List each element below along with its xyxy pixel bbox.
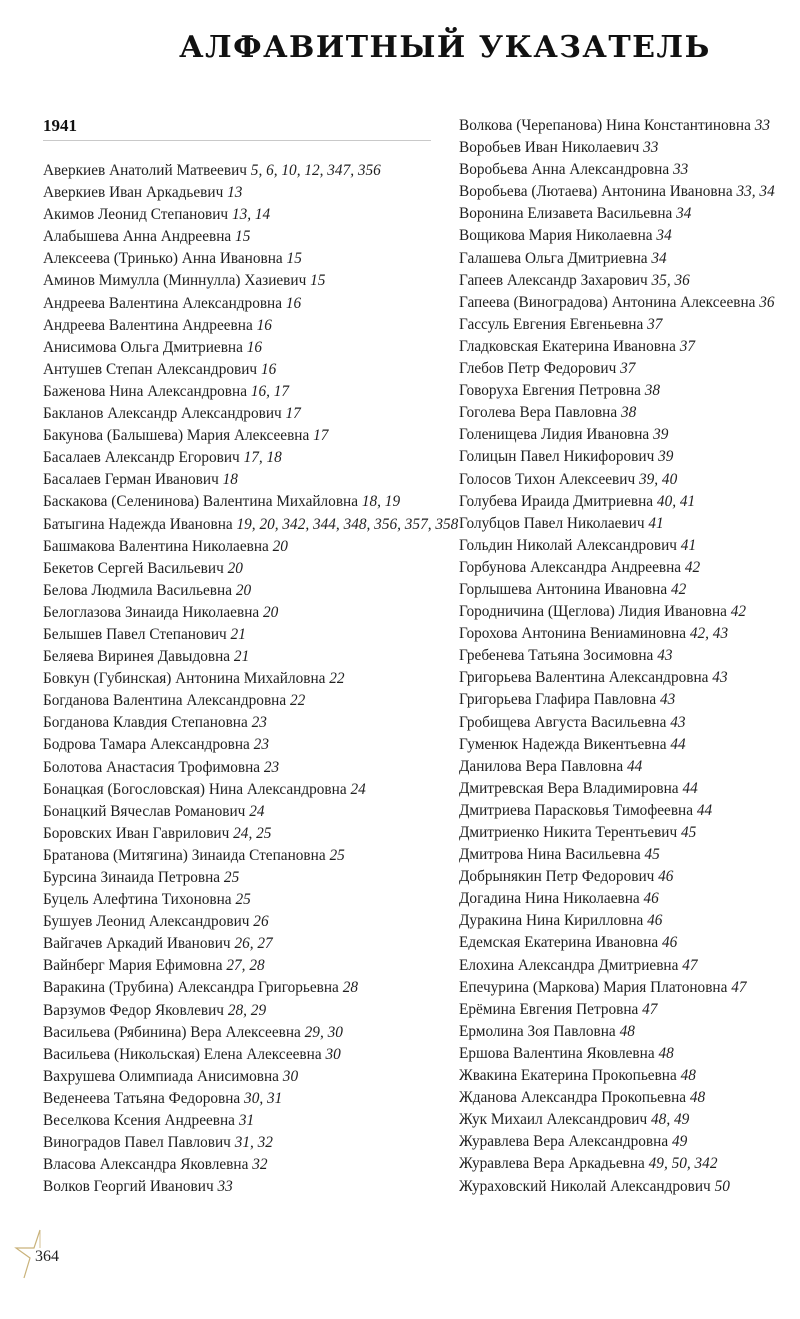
- entry-name: Веденеева Татьяна Федоровна: [43, 1089, 241, 1107]
- index-entry: [459, 689, 775, 711]
- entry-name: Варакина (Трубина) Александра Григорьевна: [43, 979, 339, 997]
- index-entry: [459, 358, 775, 380]
- index-entry: [43, 867, 458, 889]
- entry-pages: 38: [620, 404, 637, 422]
- entry-pages: 26, 27: [234, 935, 273, 953]
- index-entry: [459, 645, 775, 667]
- entry-pages: 34: [656, 227, 672, 245]
- entry-name: Едемская Екатерина Ивановна: [459, 934, 659, 952]
- entry-pages: 24: [350, 780, 366, 798]
- index-entry: [459, 270, 775, 292]
- entry-pages: 41: [680, 536, 697, 554]
- index-column-left: [43, 160, 458, 1198]
- index-entry: [459, 491, 775, 513]
- entry-pages: 28, 29: [227, 1001, 267, 1019]
- entry-name: Буцель Алефтина Тихоновна: [43, 891, 232, 909]
- index-entry: [459, 955, 775, 977]
- entry-name: Воробьева Анна Александровна: [459, 161, 670, 179]
- entry-pages: 44: [696, 801, 713, 819]
- entry-pages: 25: [329, 846, 345, 864]
- index-entry: [459, 402, 775, 424]
- entry-pages: 16: [246, 338, 263, 356]
- index-entry: [43, 469, 458, 491]
- index-entry: [43, 845, 458, 867]
- index-entry: [43, 889, 458, 911]
- index-entry: [43, 381, 458, 403]
- entry-pages: 31: [238, 1112, 255, 1130]
- entry-pages: 43: [712, 669, 728, 687]
- index-entry: [459, 734, 775, 756]
- entry-name: Бовкун (Губинская) Антонина Михайловна: [43, 670, 326, 688]
- index-entry: [459, 601, 775, 623]
- entry-pages: 47: [731, 978, 747, 996]
- entry-pages: 24, 25: [233, 824, 272, 842]
- entry-pages: 43: [659, 691, 676, 709]
- entry-pages: 42: [730, 603, 747, 621]
- index-entry: [43, 801, 458, 823]
- entry-name: Болотова Анастасия Трофимовна: [43, 758, 261, 776]
- index-entry: [459, 756, 775, 778]
- entry-pages: 46: [658, 868, 674, 886]
- index-entry: [459, 623, 775, 645]
- index-column-right: [459, 115, 775, 1198]
- index-entry: [43, 1154, 458, 1176]
- entry-pages: 43: [670, 713, 686, 731]
- entry-pages: 45: [644, 846, 660, 864]
- entry-pages: 48: [658, 1044, 674, 1062]
- entry-pages: 35, 36: [651, 271, 690, 289]
- index-entry: [459, 1087, 775, 1109]
- entry-name: Дмитревская Вера Владимировна: [459, 779, 679, 797]
- entry-pages: 33: [672, 161, 689, 179]
- index-entry: [459, 1043, 775, 1065]
- index-entry: [43, 204, 458, 226]
- entry-pages: 47: [642, 1000, 658, 1018]
- index-entry: [459, 535, 775, 557]
- entry-name: Богданова Клавдия Степановна: [43, 714, 248, 732]
- index-entry: [43, 602, 458, 624]
- entry-pages: 44: [626, 757, 643, 775]
- index-entry: [459, 1131, 775, 1153]
- index-entry: [459, 977, 775, 999]
- entry-pages: 19, 20, 342, 344, 348, 356, 357, 358: [236, 515, 459, 533]
- index-entry: [459, 822, 775, 844]
- entry-name: Горохова Антонина Вениаминовна: [459, 625, 687, 643]
- entry-name: Белова Людмила Васильевна: [43, 581, 232, 599]
- entry-name: Гапеева (Виноградова) Антонина Алексеевна: [459, 293, 756, 311]
- entry-pages: 39: [653, 426, 669, 444]
- entry-pages: 33: [217, 1178, 233, 1196]
- entry-name: Басалаев Александр Егорович: [43, 449, 240, 467]
- entry-name: Дуракина Нина Кирилловна: [459, 912, 644, 930]
- entry-pages: 16: [256, 316, 272, 334]
- index-entry: [459, 446, 775, 468]
- entry-pages: 37: [679, 337, 696, 355]
- entry-pages: 18, 19: [361, 493, 401, 511]
- index-entry: [459, 314, 775, 336]
- entry-pages: 34: [676, 205, 692, 223]
- index-entry: [43, 182, 458, 204]
- entry-name: Гладковская Екатерина Ивановна: [459, 337, 676, 355]
- entry-name: Аверкиев Анатолий Матвеевич: [43, 162, 247, 179]
- entry-pages: 50: [714, 1177, 730, 1195]
- entry-pages: 18: [222, 471, 238, 489]
- index-entry: [43, 315, 458, 337]
- entry-pages: 24: [249, 802, 265, 820]
- entry-name: Вахрушева Олимпиада Анисимовна: [43, 1067, 279, 1085]
- index-entry: [43, 712, 458, 734]
- entry-pages: 46: [647, 912, 663, 930]
- index-entry: [43, 1044, 458, 1066]
- entry-pages: 22: [329, 670, 345, 688]
- index-entry: [43, 933, 458, 955]
- index-entry: [43, 955, 458, 977]
- index-entry: [459, 778, 775, 800]
- entry-pages: 39, 40: [638, 470, 678, 488]
- index-entry: [43, 779, 458, 801]
- entry-name: Бонацкий Вячеслав Романович: [43, 802, 246, 820]
- entry-name: Гассуль Евгения Евгеньевна: [459, 315, 644, 333]
- entry-pages: 25: [223, 869, 240, 886]
- entry-name: Баженова Нина Александровна: [43, 382, 247, 400]
- index-entry: [459, 1021, 775, 1043]
- entry-name: Гольдин Николай Александрович: [459, 536, 677, 554]
- entry-name: Волков Георгий Иванович: [43, 1178, 214, 1196]
- entry-name: Гоголева Вера Павловна: [459, 404, 618, 422]
- entry-name: Андреева Валентина Александровна: [43, 294, 283, 312]
- entry-pages: 44: [670, 735, 686, 753]
- entry-name: Ермолина Зоя Павловна: [459, 1022, 616, 1040]
- entry-name: Бекетов Сергей Васильевич: [43, 559, 224, 577]
- entry-pages: 39: [658, 448, 674, 466]
- entry-pages: 27, 28: [226, 957, 265, 975]
- entry-name: Варзумов Федор Яковлевич: [43, 1001, 225, 1019]
- index-entry: [43, 558, 458, 580]
- index-entry: [459, 380, 775, 402]
- entry-pages: 21: [230, 625, 246, 643]
- index-entry: [43, 293, 458, 315]
- index-entry: [43, 270, 458, 292]
- entry-pages: 26: [253, 913, 269, 931]
- entry-pages: 25: [235, 891, 251, 909]
- entry-pages: 46: [643, 890, 659, 908]
- entry-pages: 13: [227, 184, 243, 202]
- index-entry: [459, 844, 775, 866]
- index-entry: [459, 579, 775, 601]
- index-entry: [459, 469, 775, 491]
- entry-pages: 34: [651, 249, 667, 267]
- index-entry: [43, 226, 458, 248]
- entry-name: Григорьева Валентина Александровна: [459, 669, 709, 687]
- entry-name: Жвакина Екатерина Прокопьевна: [459, 1067, 677, 1085]
- entry-name: Вайнберг Мария Ефимовна: [43, 957, 223, 975]
- entry-name: Дмитриенко Никита Терентьевич: [459, 824, 678, 841]
- entry-pages: 41: [648, 514, 664, 532]
- index-entry: [43, 823, 458, 845]
- entry-name: Горбунова Александра Андреевна: [459, 558, 682, 576]
- index-entry: [43, 491, 458, 513]
- entry-name: Жданова Александра Прокопьевна: [459, 1089, 687, 1107]
- entry-name: Богданова Валентина Александровна: [43, 692, 287, 710]
- entry-pages: 49, 50, 342: [648, 1155, 718, 1173]
- entry-name: Батыгина Надежда Ивановна: [43, 515, 233, 533]
- page-number: 364: [35, 1248, 59, 1265]
- entry-name: Дмитрова Нина Васильевна: [459, 846, 641, 864]
- entry-name: Акимов Леонид Степанович: [43, 206, 229, 224]
- entry-pages: 30: [325, 1045, 341, 1063]
- entry-name: Догадина Нина Николаевна: [459, 890, 640, 908]
- entry-name: Васильева (Никольская) Елена Алексеевна: [43, 1045, 322, 1063]
- entry-pages: 42: [670, 580, 687, 598]
- index-entry: [43, 580, 458, 602]
- index-entry: [43, 757, 458, 779]
- entry-pages: 46: [662, 934, 678, 952]
- index-entry: [43, 734, 458, 756]
- entry-name: Воробьева (Лютаева) Антонина Ивановна: [459, 183, 733, 201]
- entry-pages: 43: [657, 647, 673, 665]
- index-entry: [43, 1022, 458, 1044]
- index-entry: [459, 557, 775, 579]
- index-entry: [43, 668, 458, 690]
- entry-pages: 33, 34: [736, 183, 775, 201]
- entry-pages: 31, 32: [234, 1134, 273, 1152]
- entry-pages: 15: [310, 272, 326, 290]
- entry-name: Гапеев Александр Захарович: [459, 271, 648, 289]
- index-entry: [459, 712, 775, 734]
- entry-name: Андреева Валентина Андреевна: [43, 316, 253, 334]
- section-divider: [43, 140, 431, 141]
- entry-name: Горлышева Антонина Ивановна: [459, 580, 668, 598]
- index-entry: [43, 359, 458, 381]
- index-entry: [43, 1000, 458, 1022]
- index-entry: [459, 203, 775, 225]
- entry-name: Голицын Павел Никифорович: [459, 448, 655, 466]
- entry-name: Баскакова (Селенинова) Валентина Михайловна: [43, 493, 359, 511]
- entry-pages: 23: [253, 736, 269, 754]
- entry-name: Гребенева Татьяна Зосимовна: [459, 647, 654, 665]
- entry-name: Аверкиев Иван Аркадьевич: [43, 184, 224, 202]
- entry-name: Глебов Петр Федорович: [459, 360, 617, 378]
- index-entry: [43, 1066, 458, 1088]
- entry-name: Бурсина Зинаида Петровна: [43, 869, 221, 886]
- entry-pages: 36: [759, 293, 775, 311]
- entry-pages: 13, 14: [231, 206, 271, 224]
- entry-name: Журавлева Вера Александровна: [459, 1133, 669, 1151]
- entry-pages: 15: [235, 228, 251, 246]
- entry-name: Волкова (Черепанова) Нина Константиновна: [459, 117, 751, 134]
- entry-name: Боровских Иван Гаврилович: [43, 824, 230, 842]
- index-entry: [459, 115, 775, 137]
- entry-pages: 5, 6, 10, 12, 347, 356: [250, 162, 381, 179]
- entry-name: Гуменюк Надежда Викентьевна: [459, 735, 667, 753]
- entry-name: Аминов Мимулла (Миннулла) Хазиевич: [43, 272, 307, 290]
- entry-name: Гробищева Августа Васильевна: [459, 713, 667, 731]
- index-entry: [459, 1065, 775, 1087]
- index-entry: [459, 513, 775, 535]
- entry-pages: 49: [671, 1133, 688, 1151]
- entry-pages: 44: [682, 779, 698, 797]
- index-entry: [459, 999, 775, 1021]
- index-entry: [43, 1110, 458, 1132]
- index-entry: [459, 932, 775, 954]
- index-entry: [43, 977, 458, 999]
- entry-name: Башмакова Валентина Николаевна: [43, 537, 269, 555]
- entry-name: Городничина (Щеглова) Лидия Ивановна: [459, 603, 727, 621]
- index-entry: [43, 690, 458, 712]
- entry-pages: 16: [260, 360, 277, 378]
- entry-pages: 28: [342, 979, 358, 997]
- entry-pages: 29, 30: [304, 1023, 343, 1041]
- entry-pages: 37: [620, 360, 636, 378]
- index-entry: [43, 911, 458, 933]
- index-entry: [43, 1176, 458, 1198]
- entry-name: Голубцов Павел Николаевич: [459, 514, 645, 532]
- index-entry: [43, 248, 458, 270]
- index-entry: [459, 159, 775, 181]
- entry-name: Братанова (Митягина) Зинаида Степановна: [43, 846, 326, 864]
- entry-name: Алабышева Анна Андреевна: [43, 228, 232, 246]
- entry-name: Бушуев Леонид Александрович: [43, 913, 250, 931]
- entry-pages: 20: [235, 581, 252, 599]
- entry-name: Голубева Ираида Дмитриевна: [459, 492, 654, 510]
- entry-name: Веселкова Ксения Андреевна: [43, 1112, 235, 1130]
- index-entry: [43, 1088, 458, 1110]
- entry-pages: 48, 49: [651, 1111, 690, 1129]
- entry-pages: 20: [227, 559, 243, 577]
- section-heading-year: 1941: [43, 116, 77, 135]
- entry-name: Воронина Елизавета Васильевна: [459, 205, 673, 223]
- entry-name: Епечурина (Маркова) Мария Платоновна: [459, 978, 728, 996]
- entry-name: Белышев Павел Степанович: [43, 625, 227, 643]
- entry-pages: 33: [754, 117, 770, 134]
- entry-pages: 21: [233, 648, 250, 666]
- entry-name: Голенищева Лидия Ивановна: [459, 426, 650, 444]
- index-entry: [459, 336, 775, 358]
- entry-pages: 16: [285, 294, 302, 312]
- index-entry: [43, 403, 458, 425]
- entry-pages: 23: [263, 758, 280, 776]
- entry-name: Жук Михаил Александрович: [459, 1111, 648, 1129]
- index-entry: [459, 292, 775, 314]
- entry-pages: 23: [251, 714, 267, 732]
- index-entry: [43, 160, 458, 182]
- entry-name: Белоглазова Зинаида Николаевна: [43, 603, 260, 621]
- entry-name: Добрынякин Петр Федорович: [459, 868, 655, 886]
- index-entry: [459, 181, 775, 203]
- entry-pages: 42, 43: [689, 625, 729, 643]
- entry-pages: 20: [263, 603, 279, 621]
- entry-name: Бонацкая (Богословская) Нина Александровна: [43, 780, 347, 798]
- page-title: АЛФАВИТНЫЙ УКАЗАТЕЛЬ: [179, 30, 711, 66]
- entry-name: Басалаев Герман Иванович: [43, 471, 219, 489]
- index-entry: [459, 1109, 775, 1131]
- entry-pages: 48: [619, 1022, 635, 1040]
- index-entry: [459, 424, 775, 446]
- entry-name: Бодрова Тамара Александровна: [43, 736, 250, 754]
- entry-name: Дмитриева Парасковья Тимофеевна: [459, 801, 694, 819]
- index-entry: [43, 1132, 458, 1154]
- entry-name: Жураховский Николай Александрович: [459, 1177, 711, 1195]
- entry-name: Вайгачев Аркадий Иванович: [43, 935, 231, 953]
- entry-pages: 40, 41: [656, 492, 696, 510]
- entry-name: Антушев Степан Александрович: [43, 360, 258, 378]
- entry-name: Бакунова (Балышева) Мария Алексеевна: [43, 427, 310, 445]
- entry-pages: 17: [313, 427, 329, 445]
- entry-pages: 47: [682, 956, 698, 974]
- entry-pages: 45: [681, 824, 697, 841]
- entry-name: Ершова Валентина Яковлевна: [459, 1044, 655, 1062]
- entry-pages: 17, 18: [243, 449, 282, 467]
- entry-name: Беляева Виринея Давыдовна: [43, 648, 231, 666]
- index-entry: [459, 667, 775, 689]
- entry-name: Григорьева Глафира Павловна: [459, 691, 657, 709]
- index-entry: [43, 425, 458, 447]
- entry-pages: 16, 17: [250, 382, 290, 400]
- entry-pages: 48: [689, 1089, 706, 1107]
- entry-name: Власова Александра Яковлевна: [43, 1156, 249, 1174]
- index-entry: [459, 888, 775, 910]
- entry-name: Данилова Вера Павловна: [459, 757, 624, 775]
- entry-pages: 32: [252, 1156, 268, 1174]
- index-entry: [43, 536, 458, 558]
- entry-pages: 42: [684, 558, 701, 576]
- entry-pages: 37: [647, 315, 663, 333]
- entry-name: Воробьев Иван Николаевич: [459, 139, 640, 157]
- entry-pages: 38: [644, 382, 661, 400]
- entry-name: Журавлева Вера Аркадьевна: [459, 1155, 645, 1173]
- entry-name: Алексеева (Тринько) Анна Ивановна: [43, 250, 283, 268]
- index-entry: [459, 1153, 775, 1175]
- entry-pages: 33: [643, 139, 659, 157]
- index-entry: [459, 137, 775, 159]
- entry-pages: 17: [285, 405, 301, 423]
- entry-name: Голосов Тихон Алексеевич: [459, 470, 636, 488]
- entry-name: Бакланов Александр Александрович: [43, 405, 282, 423]
- entry-pages: 20: [272, 537, 288, 555]
- entry-pages: 48: [680, 1067, 696, 1085]
- index-entry: [43, 514, 458, 536]
- entry-pages: 15: [286, 250, 302, 268]
- entry-name: Васильева (Рябинина) Вера Алексеевна: [43, 1023, 301, 1041]
- index-entry: [459, 910, 775, 932]
- index-entry: [43, 447, 458, 469]
- entry-pages: 22: [289, 692, 306, 710]
- entry-name: Галашева Ольга Дмитриевна: [459, 249, 648, 267]
- index-entry: [459, 225, 775, 247]
- entry-name: Ерёмина Евгения Петровна: [459, 1000, 639, 1018]
- index-entry: [459, 1176, 775, 1198]
- index-entry: [459, 866, 775, 888]
- index-entry: [43, 337, 458, 359]
- entry-pages: 30, 31: [244, 1089, 283, 1107]
- index-entry: [43, 646, 458, 668]
- entry-name: Вощикова Мария Николаевна: [459, 227, 653, 245]
- entry-name: Виноградов Павел Павлович: [43, 1134, 231, 1152]
- entry-name: Говоруха Евгения Петровна: [459, 382, 641, 400]
- index-entry: [459, 800, 775, 822]
- entry-name: Анисимова Ольга Дмитриевна: [43, 338, 243, 356]
- index-entry: [459, 248, 775, 270]
- entry-name: Елохина Александра Дмитриевна: [459, 956, 679, 974]
- entry-pages: 30: [282, 1067, 299, 1085]
- index-entry: [43, 624, 458, 646]
